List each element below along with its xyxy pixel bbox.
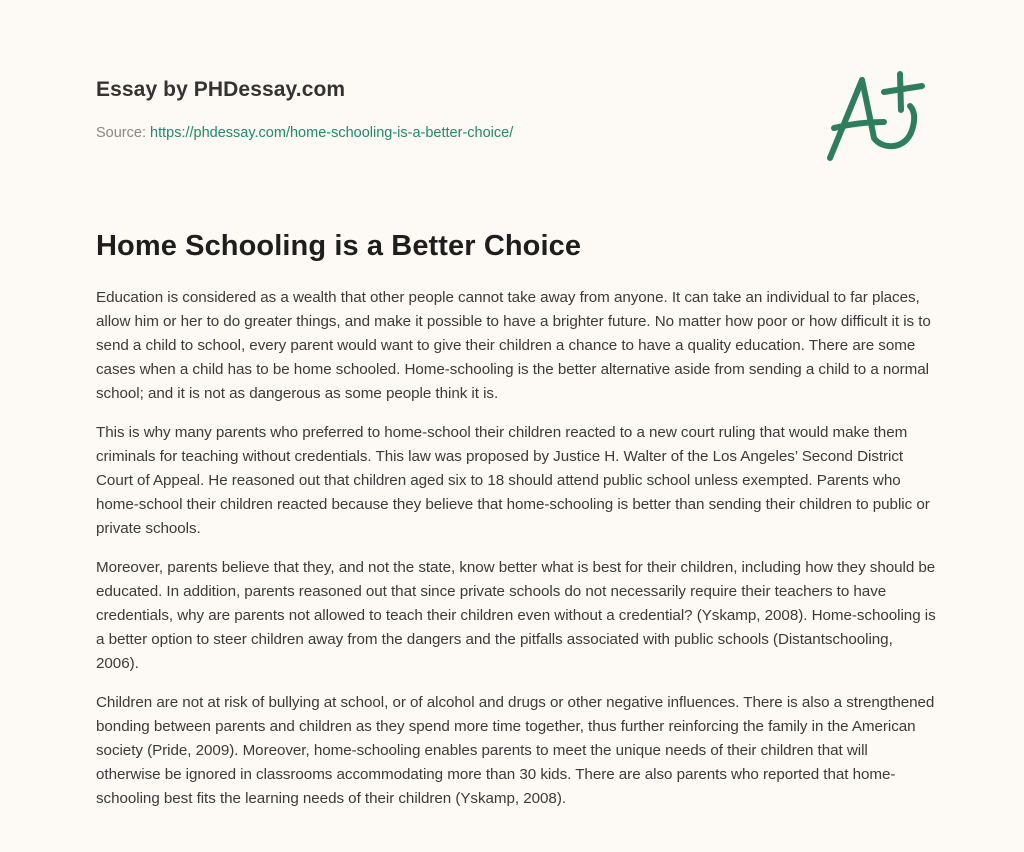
essay-paragraph: Education is considered as a wealth that other people cannot take away from anyone. It can take an individual to far places, allow him or her to do greater things, and make it possible to have a brighter future. No matter how poor or how difficult it is to send a child to school, every parent would want to give their children a chance to have a quality education. There are some cases when a child has to be home schooled. Home-schooling is the better alternative aside from sending a child to a normal school; and it is not as dangerous as some people think it is.	[96, 289, 931, 402]
essay-body	[96, 286, 936, 826]
a-plus-grade-icon	[822, 68, 928, 166]
essay-paragraph: Moreover, parents believe that they, and not the state, know better what is best for their children, including how they should be educated. In addition, parents reasoned out that since private schools do not necessarily require their teachers to have credentials, why are parents not allowed to teach their children even without a credential? (Yskamp, 2008). Home-schooling is a better option to steer children away from the dangers and the pitfalls associated with public schools (Distantschooling, 2006).	[96, 559, 936, 672]
essay-paragraph: This is why many parents who preferred to home-school their children reacted to a new court ruling that would make them criminals for teaching without credentials. This law was proposed by Justice H. Walter of the Los Angeles’ Second District Court of Appeal. He reasoned out that children aged six to 18 should attend public school unless exempted. Parents who home-school their children reacted because they believe that home-schooling is better than sending their children to public or private schools.	[96, 424, 930, 537]
essay-title: Home Schooling is a Better Choice	[96, 230, 582, 262]
source-line	[96, 123, 796, 143]
site-title: Essay by PHDessay.com	[96, 78, 346, 101]
source-link[interactable]: https://phdessay.com/home-schooling-is-a-better-choice/	[150, 125, 514, 141]
page-header	[96, 76, 796, 143]
source-label: Source:	[96, 125, 146, 141]
essay-paragraph: Children are not at risk of bullying at school, or of alcohol and drugs or other negative influences. There is also a strengthened bonding between parents and children as they spend more time together, thus further reinforcing the family in the American society (Pride, 2009). Moreover, home-schooling enables parents to meet the unique needs of their children that will otherwise be ignored in classrooms accommodating more than 30 kids. There are also parents who reported that home-schooling best fits the learning needs of their children (Yskamp, 2008).	[96, 694, 935, 807]
